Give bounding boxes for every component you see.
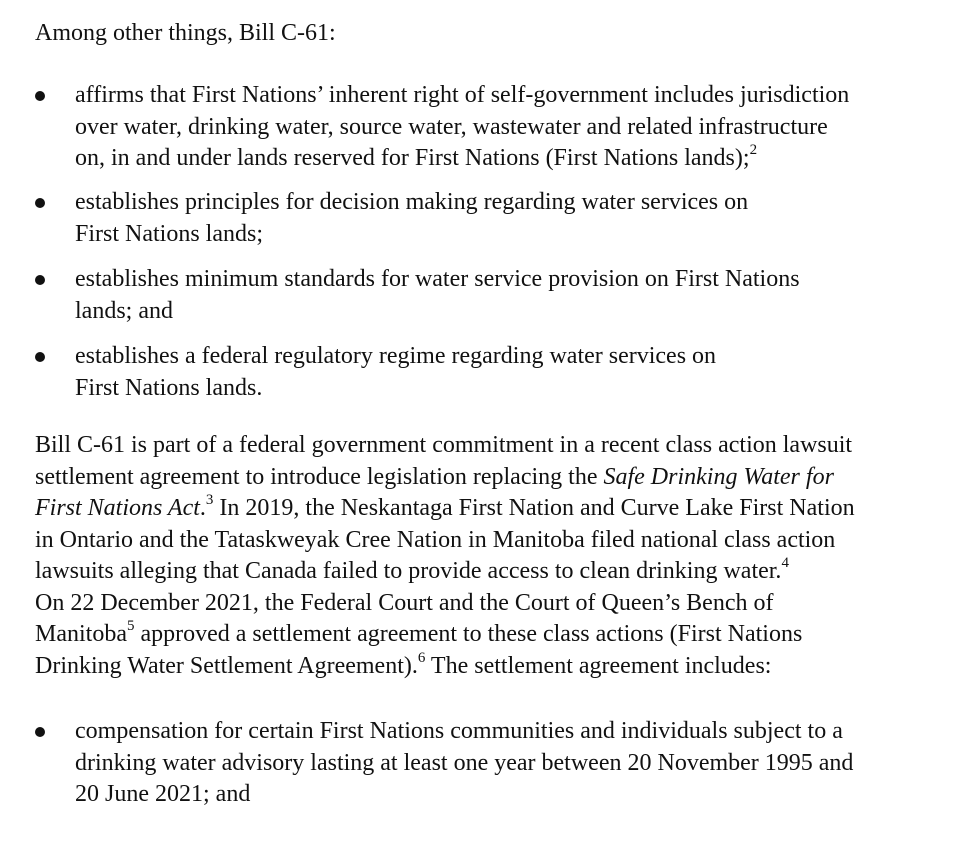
text-line: over water, drinking water, source water, wastewater and related infrastructure <box>75 113 828 140</box>
text-segment: approved a settlement agreement to these class actions (First Nations <box>134 621 803 647</box>
text-line: 20 June 2021; and <box>75 781 251 807</box>
text-line <box>35 462 855 494</box>
text-line: compensation for certain First Nations communities and individuals subject to a <box>75 718 843 744</box>
bullet-icon <box>35 727 45 737</box>
bullet-icon <box>35 91 45 101</box>
text-segment: Manitoba <box>35 621 127 647</box>
text-segment: . <box>199 495 206 521</box>
text-line <box>35 556 855 588</box>
text-line: establishes minimum standards for water service provision on First Nations <box>75 266 800 292</box>
settlement-terms-list <box>0 716 853 811</box>
text-line: affirms that First Nations’ inherent right of self-government includes jurisdiction <box>75 82 850 108</box>
list-item <box>0 264 849 341</box>
text-line: establishes a federal regulatory regime regarding water services on <box>75 343 717 369</box>
act-title-italic: Safe Drinking Water for <box>603 463 834 490</box>
footnote-ref-6: 6 <box>417 649 426 666</box>
text-line: in Ontario and the Tataskweyak Cree Nation in Manitoba filed national class action <box>35 526 836 553</box>
text-line: Bill C-61 is part of a federal government commitment in a recent class action lawsuit <box>35 432 853 458</box>
text-line: lands; and <box>75 297 173 324</box>
list-item <box>0 341 849 403</box>
footnote-ref-2: 2 <box>749 142 758 158</box>
text-segment: In 2019, the Neskantaga First Nation and Curve Lake First Nation <box>213 495 855 521</box>
bullet-icon <box>35 275 45 285</box>
body-paragraph <box>35 430 855 682</box>
list-item <box>0 80 849 187</box>
list-item <box>0 187 849 264</box>
list-item-text <box>75 341 849 404</box>
list-item <box>0 716 853 811</box>
text-line: establishes principles for decision making regarding water services on <box>75 189 749 215</box>
list-item-text <box>75 716 853 811</box>
bullet-icon <box>35 198 45 208</box>
text-segment: Drinking Water Settlement Agreement). <box>35 652 418 679</box>
text-line: On 22 December 2021, the Federal Court and the Court of Queen’s Bench of <box>35 589 774 616</box>
text-segment: settlement agreement to introduce legislation replacing the <box>35 463 604 490</box>
text-line <box>35 651 855 683</box>
list-item-text <box>75 264 849 327</box>
act-title-italic: First Nations Act <box>35 495 200 521</box>
bullet-icon <box>35 352 45 362</box>
list-item-text <box>75 187 849 250</box>
text-line <box>35 619 855 651</box>
footnote-ref-5: 5 <box>126 618 135 634</box>
footnote-ref-4: 4 <box>781 555 789 571</box>
list-item-text <box>75 80 849 175</box>
footnote-ref-3: 3 <box>205 492 214 508</box>
bill-provisions-list <box>0 80 849 403</box>
text-line <box>75 143 849 175</box>
text-line: First Nations lands; <box>75 220 264 247</box>
text-line: drinking water advisory lasting at least one year between 20 November 1995 and <box>75 749 854 776</box>
text-line <box>35 493 855 525</box>
text-segment: The settlement agreement includes: <box>425 652 772 679</box>
text-segment: on, in and under lands reserved for First Nations (First Nations lands); <box>75 145 750 171</box>
text-line: First Nations lands. <box>75 374 263 401</box>
intro-text: Among other things, Bill C-61: <box>35 20 336 46</box>
text-segment: lawsuits alleging that Canada failed to provide access to clean drinking water. <box>35 558 782 584</box>
